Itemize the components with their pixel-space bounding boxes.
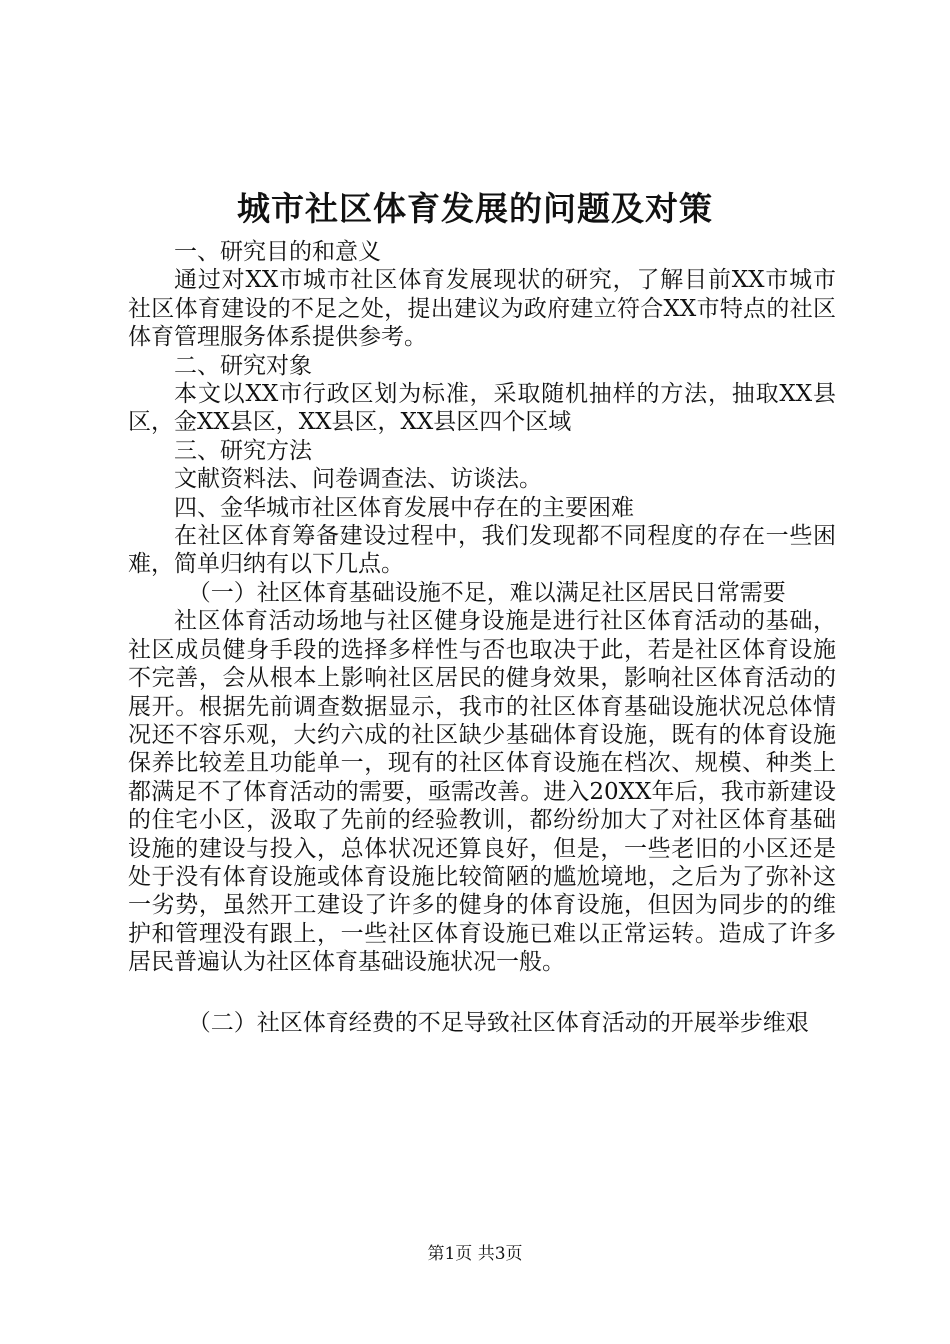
document-title: 城市社区体育发展的问题及对策 <box>237 189 713 228</box>
paragraph-purpose: 通过对XX市城市社区体育发展现状的研究，了解目前XX市城市社区体育建设的不足之处，提出建议为政府建立符合XX市特点的社区体育管理服务体系提供参考。 <box>128 267 836 351</box>
section-heading-subject: 二、研究对象 <box>174 352 312 379</box>
paragraph-spacer <box>128 977 836 1009</box>
subheading-funding: （二）社区体育经费的不足导致社区体育活动的开展举步维艰 <box>187 1009 809 1036</box>
document-body <box>128 238 836 1037</box>
paragraph-facilities: 社区体育活动场地与社区健身设施是进行社区体育活动的基础，社区成员健身手段的选择多样性与否也取决于此，若是社区体育设施不完善，会从根本上影响社区居民的健身效果，影响社区体育活动的展开。根据先前调查数据显示，我市的社区体育基础设施状况总体情况还不容乐观，大约六成的社区缺少基础体育设施，既有的体育设施保养比较差且功能单一，现有的社区体育设施在档次、规模、种类上都满足不了体育活动的需要，亟需改善。进入20XX年后，我市新建设的住宅小区，汲取了先前的经验教训，都纷纷加大了对社区体育基础设施的建设与投入，总体状况还算良好，但是，一些老旧的小区还是处于没有体育设施或体育设施比较简陋的尴尬境地，之后为了弥补这一劣势，虽然开工建设了许多的健身的体育设施，但因为同步的的维护和管理没有跟上，一些社区体育设施已难以正常运转。造成了许多居民普遍认为社区体育基础设施状况一般。 <box>128 608 836 976</box>
section-heading-purpose: 一、研究目的和意义 <box>174 239 381 265</box>
subheading-facilities: （一）社区体育基础设施不足，难以满足社区居民日常需要 <box>187 579 786 606</box>
page-footer: 第1页 共3页 <box>427 1244 523 1264</box>
section-heading-difficulties: 四、金华城市社区体育发展中存在的主要困难 <box>174 494 634 521</box>
paragraph-method: 文献资料法、问卷调查法、访谈法。 <box>174 466 542 493</box>
paragraph-subject: 本文以XX市行政区划为标准，采取随机抽样的方法，抽取XX县区，金XX县区，XX县区，XX县区四个区域 <box>128 381 836 436</box>
paragraph-difficulties-intro: 在社区体育筹备建设过程中，我们发现都不同程度的存在一些困难，简单归纳有以下几点。 <box>128 523 836 578</box>
section-heading-method: 三、研究方法 <box>174 437 312 464</box>
